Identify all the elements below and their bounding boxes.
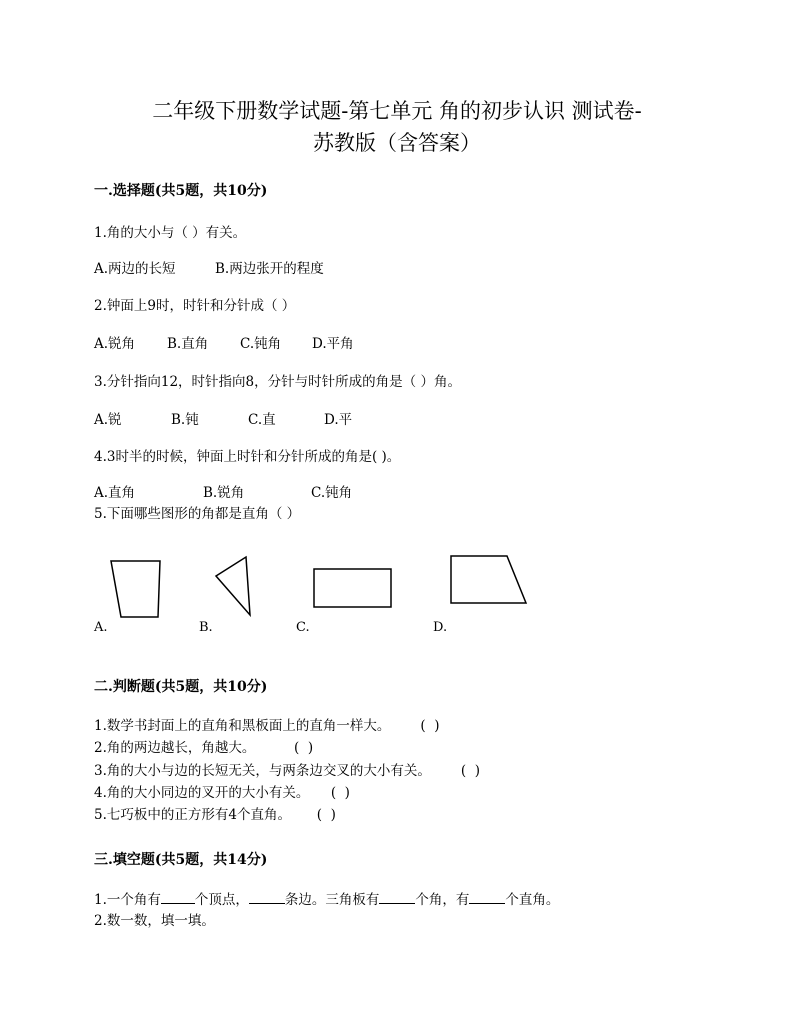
figure-label-d: D. <box>433 620 448 635</box>
fill-1-part3: 条边。三角板有 <box>284 892 380 908</box>
option-4b: B.锐角 <box>203 485 245 501</box>
answer-blank-4[interactable] <box>469 889 505 904</box>
option-3b: B.钝 <box>171 412 199 428</box>
question-3: 3.分针指向12，时针指向8，分针与时针所成的角是（ ）角。 <box>94 374 461 390</box>
answer-blank-1[interactable] <box>161 889 195 904</box>
option-2a: A.锐角 <box>94 336 136 352</box>
option-1a: A.两边的长短 <box>94 261 176 277</box>
fill-1-part4: 个角，有 <box>415 892 470 908</box>
question-2: 2.钟面上9时，时针和分针成（ ） <box>94 298 296 314</box>
fill-1-part1: 1.一个角有 <box>94 892 161 908</box>
question-1: 1.角的大小与（ ）有关。 <box>94 225 247 241</box>
section-heading-fill: 三.填空题(共5题，共14分) <box>94 852 268 868</box>
section-heading-judge: 二.判断题(共5题，共10分) <box>94 679 268 695</box>
option-1b: B.两边张开的程度 <box>215 261 324 277</box>
figure-label-c: C. <box>296 620 310 635</box>
option-4a: A.直角 <box>94 485 136 501</box>
judge-1: 1.数学书封面上的直角和黑板面上的直角一样大。 ( ) <box>94 718 440 734</box>
option-3d: D.平 <box>324 412 353 428</box>
figure-c-rectangle <box>314 569 391 607</box>
question-4: 4.3时半的时候，钟面上时针和分针所成的角是( )。 <box>94 449 401 465</box>
fill-2: 2.数一数，填一填。 <box>94 913 215 929</box>
judge-5: 5.七巧板中的正方形有4个直角。 ( ) <box>94 807 336 823</box>
option-2d: D.平角 <box>312 336 354 352</box>
document-title-line2: 苏教版（含答案） <box>313 131 481 155</box>
option-3c: C.直 <box>248 412 276 428</box>
fill-1 <box>94 889 559 909</box>
option-2c: C.钝角 <box>240 336 282 352</box>
answer-blank-3[interactable] <box>379 889 415 904</box>
option-4c: C.钝角 <box>311 485 353 501</box>
figure-a-trapezoid <box>111 561 160 617</box>
section-heading-choice: 一.选择题(共5题，共10分) <box>94 183 268 199</box>
option-3a: A.锐 <box>94 412 122 428</box>
figure-label-b: B. <box>199 620 213 635</box>
fill-1-part5: 个直角。 <box>505 892 560 908</box>
judge-2: 2.角的两边越长，角越大。 ( ) <box>94 740 314 756</box>
figure-b-triangle <box>216 557 250 615</box>
question-5: 5.下面哪些图形的角都是直角（ ） <box>94 506 301 522</box>
figure-d-parallelogram <box>451 556 526 603</box>
option-2b: B.直角 <box>167 336 209 352</box>
answer-blank-2[interactable] <box>249 889 285 904</box>
judge-4: 4.角的大小同边的叉开的大小有关。 ( ) <box>94 785 350 801</box>
fill-1-part2: 个顶点， <box>194 892 249 908</box>
figure-label-a: A. <box>94 620 108 635</box>
document-title-line1: 二年级下册数学试题-第七单元 角的初步认识 测试卷- <box>152 99 642 123</box>
judge-3: 3.角的大小与边的长短无关，与两条边交叉的大小有关。 ( ) <box>94 763 481 779</box>
